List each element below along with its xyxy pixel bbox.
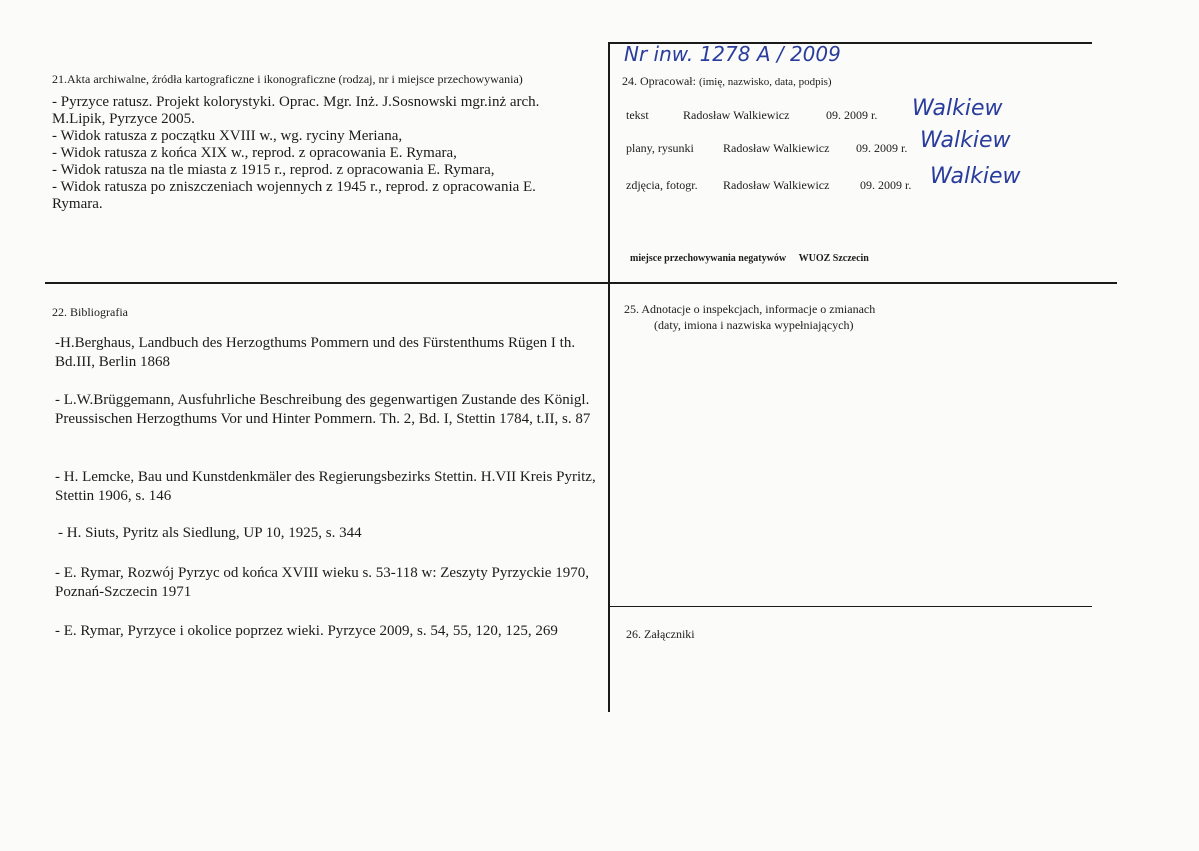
section26-heading: 26. Załączniki [626, 627, 695, 641]
credit-label: plany, rysunki [626, 141, 694, 155]
mid-rule [45, 282, 1117, 284]
negatives-label: miejsce przechowywania negatywów [630, 253, 787, 264]
bibliography-entry: - H. Siuts, Pyritz als Siedlung, UP 10, 1925, s. 344 [58, 525, 362, 541]
credit-name: Radosław Walkiewicz [683, 108, 790, 122]
credit-name: Radosław Walkiewicz [723, 178, 830, 192]
section21-line: Rymara. [52, 196, 103, 212]
signature-plans: Walkiew [920, 128, 1011, 153]
negatives-storage [630, 253, 869, 264]
bibliography-entry: - L.W.Brüggemann, Ausfuhrliche Beschreibung des gegenwartigen Zustande des Königl. Preussischen Herzogthums Vor und Hinter Pommern. Th. 2, Bd. I, Stettin 1784, t.II, s. 87 [55, 392, 591, 427]
section21-line: - Widok ratusza po zniszczeniach wojennych z 1945 r., reprod. z opracowania E. [52, 179, 536, 195]
section24-title: 24. Opracował: [622, 74, 696, 88]
credit-label: zdjęcia, fotogr. [626, 178, 698, 192]
section21-line: M.Lipik, Pyrzyce 2005. [52, 111, 195, 127]
section24-note: (imię, nazwisko, data, podpis) [698, 76, 832, 88]
section25-subheading: (daty, imiona i nazwiska wypełniających) [654, 318, 854, 332]
section21-line: - Widok ratusza z końca XIX w., reprod. z opracowania E. Rymara, [52, 145, 457, 161]
credit-label: tekst [626, 108, 649, 122]
section21-line: - Widok ratusza z początku XVIII w., wg. ryciny Meriana, [52, 128, 403, 144]
section21-heading: 21.Akta archiwalne, źródła kartograficzne i ikonograficzne (rodzaj, nr i miejsce przechowywania) [52, 72, 523, 86]
signature-text: Walkiew [912, 96, 1003, 121]
bibliography-entry: - H. Lemcke, Bau und Kunstdenkmäler des Regierungsbezirks Stettin. H.VII Kreis Pyritz, Stettin 1906, s. 146 [55, 469, 596, 504]
credit-row-text [626, 108, 877, 123]
credit-date: 09. 2009 r. [860, 178, 912, 192]
section24-heading [622, 74, 832, 89]
bibliography-entry: - E. Rymar, Rozwój Pyrzyc od końca XVIII wieku s. 53-118 w: Zeszyty Pyrzyckie 1970, Poznań-Szczecin 1971 [55, 565, 589, 600]
signature-photos: Walkiew [930, 164, 1021, 189]
section21-body [52, 94, 612, 213]
divider-26 [610, 606, 1092, 607]
credit-name: Radosław Walkiewicz [723, 141, 830, 155]
negatives-value: WUOZ Szczecin [798, 253, 869, 264]
section25-heading: 25. Adnotacje o inspekcjach, informacje o zmianach [624, 302, 876, 316]
credit-row-plans [626, 141, 907, 156]
bibliography-entry: - E. Rymar, Pyrzyce i okolice poprzez wieki. Pyrzyce 2009, s. 54, 55, 120, 125, 269 [55, 623, 558, 639]
section22-heading: 22. Bibliografia [52, 305, 128, 319]
bibliography-entry: -H.Berghaus, Landbuch des Herzogthums Pommern und des Fürstenthums Rügen I th. Bd.III, Berlin 1868 [55, 335, 576, 370]
credit-row-photos [626, 178, 911, 193]
credit-date: 09. 2009 r. [856, 141, 908, 155]
credit-date: 09. 2009 r. [826, 108, 878, 122]
inventory-number: Nr inw. 1278 A / 2009 [624, 42, 841, 66]
section21-line: - Widok ratusza na tle miasta z 1915 r., reprod. z opracowania E. Rymara, [52, 162, 495, 178]
section21-line: - Pyrzyce ratusz. Projekt kolorystyki. Oprac. Mgr. Inż. J.Sosnowski mgr.inż arch. [52, 94, 540, 110]
